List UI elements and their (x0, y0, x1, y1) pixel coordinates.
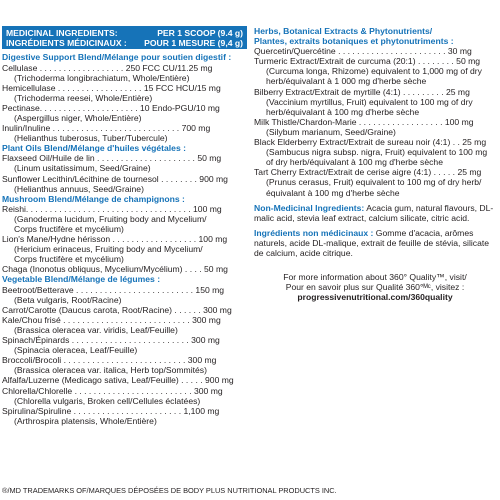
ingredient-detail: équivalant à 100 mg d'herbe sèche (266, 187, 400, 198)
section-heading: Vegetable Blend/Mélange de légumes : (2, 274, 161, 285)
ingredient-detail: (Helianthus tuberosus, Tuber/Tubercule) (14, 133, 168, 144)
section-heading: Herbs, Botanical Extracts & Phytonutrients/ (254, 26, 433, 36)
ingredient-line: Kale/Chou frisé . . . . . . . . . . . . . . . . . . . . . . . . . . . 300 mg (2, 314, 221, 325)
ingredient-line: Spinach/Épinards . . . . . . . . . . . . . . . . . . . . . . . . . 300 mg (2, 335, 220, 346)
right-ingredient-list (254, 26, 496, 198)
ingredient-detail: (Trichoderma longibrachiatum, Whole/Entière) (14, 72, 190, 83)
section-heading: Plant Oils Blend/Mélange d'huiles végétales : (2, 143, 186, 154)
ingredient-line: Chaga (Inonotus obliquus, Mycelium/Mycélium) . . . . 50 mg (2, 264, 228, 275)
ingredient-detail: (Linum usitatissimum, Seed/Graine) (14, 163, 151, 174)
ingredient-detail: herb/équivalant à 100 mg d'herbe sèche (266, 106, 420, 117)
ingredient-line: Reishi. . . . . . . . . . . . . . . . . . . . . . . . . . . . . . . . . . . 100 mg (2, 203, 222, 214)
ingredient-line: Quercetin/Quercétine . . . . . . . . . . . . . . . . . . . . . . . 30 mg (254, 46, 472, 57)
ingredient-line: Spirulina/Spiruline . . . . . . . . . . . . . . . . . . . . . . . 1,100 mg (2, 405, 220, 416)
header-dose-fr: POUR 1 MESURE (9,4 g) (144, 38, 243, 49)
ingredient-line: Carrot/Carotte (Daucus carota, Root/Racine) . . . . . . 300 mg (2, 304, 232, 315)
left-ingredient-list (2, 52, 247, 425)
ingredient-detail: Corps fructifère et mycélium) (14, 224, 124, 234)
non-medicinal-fr-label: Ingrédients non médicinaux : (254, 227, 374, 238)
info-line-en: For more information about 360° Quality™, visit/ (283, 272, 467, 283)
ingredient-detail: (Ganoderma lucidum, Fruiting body and Mycelium/ (14, 213, 207, 224)
ingredient-line: Cellulase . . . . . . . . . . . . . . . . . . 250 FCC CU/11.25 mg (2, 62, 213, 73)
ingredient-detail: (Spinacia oleracea, Leaf/Feuille) (14, 345, 138, 356)
ingredient-detail: Corps fructifère et mycélium) (14, 254, 124, 265)
ingredient-line: Lion's Mane/Hydne hérisson . . . . . . . . . . . . . . . . . . 100 mg (2, 234, 228, 245)
ingredient-detail: (Hericium erinaceus, Fruiting body and Mycelium/ (14, 244, 203, 255)
ingredient-line: Beetroot/Betterave . . . . . . . . . . . . . . . . . . . . . . . . . 150 mg (2, 284, 225, 295)
header-label-en: MEDICINAL INGREDIENTS: (6, 28, 118, 38)
header-label-fr: INGRÉDIENTS MÉDICINAUX : (6, 38, 127, 49)
ingredient-line: Milk Thistle/Chardon-Marie . . . . . . . . . . . . . . . . . . 100 mg (254, 116, 474, 127)
non-medicinal-en (254, 203, 496, 223)
left-column (2, 0, 247, 426)
section-heading: Digestive Support Blend/Mélange pour soutien digestif : (2, 52, 232, 63)
ingredient-line: Alfalfa/Luzerne (Medicago sativa, Leaf/Feuille) . . . . . 900 mg (2, 375, 234, 386)
non-medicinal-fr-text: Gomme d'acacia, arômes naturels, acide DL-malique, extrait de feuille de stévia, silicate de calcium, acide citrique. (254, 227, 490, 258)
ingredient-line: Sunflower Lecithin/Lécithine de tournesol . . . . . . . . 900 mg (2, 173, 228, 184)
info-line-fr: Pour en savoir plus sur Qualité 360°ᴹᶜ, visitez : (285, 282, 465, 293)
ingredient-line: Broccoli/Brocoli . . . . . . . . . . . . . . . . . . . . . . . . . . 300 mg (2, 355, 217, 366)
ingredient-line: Tart Cherry Extract/Extrait de cerise aigre (4:1) . . . . . 25 mg (254, 167, 482, 178)
ingredient-detail: (Aspergillus niger, Whole/Entière) (14, 112, 142, 123)
ingredient-detail: (Trichoderma reesei, Whole/Entière) (14, 92, 153, 103)
section-heading: Plantes, extraits botaniques et phytonutriments : (254, 36, 454, 47)
info-url-link[interactable]: progressivenutritional.com/360quality (297, 292, 453, 303)
ingredient-line: Black Elderberry Extract/Extrait de sureau noir (4:1) . . 25 mg (254, 137, 487, 148)
ingredient-detail: (Vaccinium myrtillus, Fruit) equivalent to 100 mg of dry (266, 96, 473, 107)
ingredient-detail: herb/équivalant à 1 000 mg d'herbe sèche (266, 76, 427, 87)
trademark-footer: ®/MD TRADEMARKS OF/MARQUES DÉPOSÉES DE BODY PLUS NUTRITIONAL PRODUCTS INC. (2, 486, 337, 495)
ingredient-detail: of dry herb/équivalant à 100 mg d'herbe sèche (266, 157, 443, 168)
ingredient-detail: (Helianthus annuus, Seed/Graine) (14, 183, 144, 194)
ingredient-detail: (Brassica oleracea var. viridis, Leaf/Feuille) (14, 324, 178, 335)
right-column (254, 26, 496, 302)
header-dose-en: PER 1 SCOOP (9.4 g) (157, 28, 243, 38)
ingredient-line: Turmeric Extract/Extrait de curcuma (20:1) . . . . . . . . 50 mg (254, 56, 481, 67)
ingredient-detail: (Brassica oleracea var. italica, Herb top/Sommités) (14, 365, 207, 376)
non-medicinal-en-label: Non-Medicinal Ingredients: (254, 202, 365, 213)
section-heading: Mushroom Blend/Mélange de champignons : (2, 193, 185, 204)
medicinal-ingredients-header (2, 26, 247, 49)
non-medicinal-en-text: Acacia gum, natural flavours, DL-malic acid, stevia leaf extract, calcium silicate, citric acid. (254, 202, 494, 223)
ingredient-line: Hemicellulase . . . . . . . . . . . . . . . . . . 15 FCC HCU/15 mg (2, 82, 221, 93)
ingredient-detail: (Prunus cerasus, Fruit) equivalent to 100 mg of dry herb/ (266, 177, 482, 188)
ingredient-line: Pectinase. . . . . . . . . . . . . . . . . . . . . 10 Endo-PGU/10 mg (2, 102, 220, 113)
ingredient-detail: (Beta vulgaris, Root/Racine) (14, 294, 122, 305)
ingredient-line: Flaxseed Oil/Huile de lin . . . . . . . . . . . . . . . . . . . . . 50 mg (2, 153, 222, 164)
ingredient-detail: (Chlorella vulgaris, Broken cell/Cellules éclatées) (14, 395, 201, 406)
ingredient-detail: (Sambucus nigra subsp. nigra, Fruit) equivalent to 100 mg (266, 147, 488, 158)
ingredient-detail: (Curcuma longa, Rhizome) equivalent to 1,000 mg of dry (266, 66, 482, 77)
ingredient-detail: (Arthrospira platensis, Whole/Entière) (14, 415, 157, 426)
ingredient-line: Chlorella/Chlorelle . . . . . . . . . . . . . . . . . . . . . . . . . 300 mg (2, 385, 223, 396)
ingredient-line: Inulin/Inuline . . . . . . . . . . . . . . . . . . . . . . . . . . . 700 mg (2, 123, 211, 134)
ingredient-detail: (Silybum marianum, Seed/Graine) (266, 126, 396, 137)
ingredient-line: Bilberry Extract/Extrait de myrtille (4:1) . . . . . . . . . 25 mg (254, 86, 470, 97)
non-medicinal-fr (254, 228, 496, 258)
